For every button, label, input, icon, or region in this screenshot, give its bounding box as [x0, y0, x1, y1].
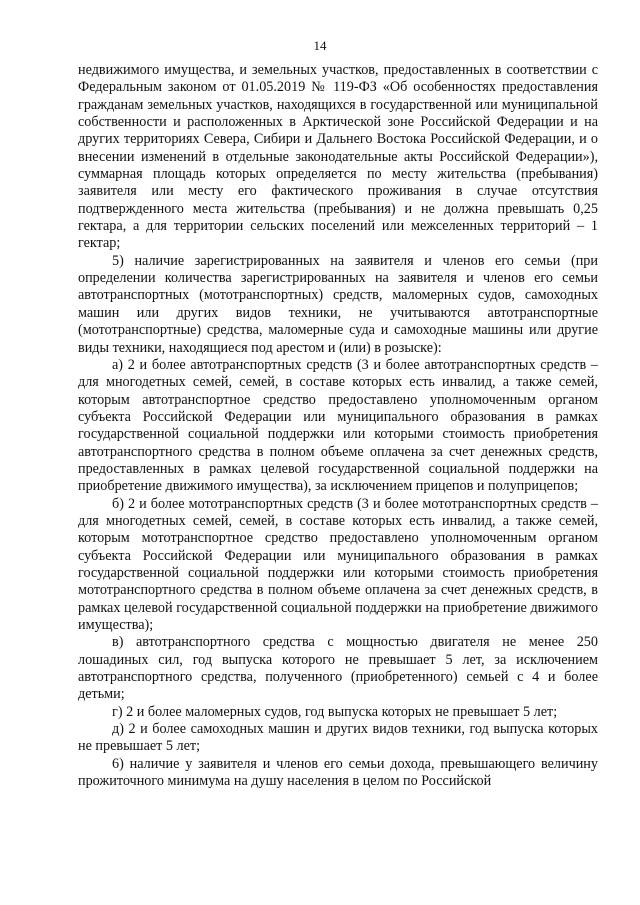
paragraph-subitem-v: в) автотранспортного средства с мощностью двигателя не менее 250 лошадиных сил, год выпуска которого не превышает 5 лет, за исключением автотранспортного средства, полученного (приобретенного) семьей с 4 и более детьми;: [78, 634, 598, 703]
page-number: 14: [313, 38, 327, 53]
paragraph-item-6: 6) наличие у заявителя и членов его семьи дохода, превышающего величину прожиточного минимума на душу населения в целом по Российской: [78, 755, 598, 790]
paragraph-subitem-d: д) 2 и более самоходных машин и других видов техники, год выпуска которых не превышает 5 лет;: [78, 721, 598, 755]
document-body: [78, 62, 598, 790]
paragraph-subitem-g: г) 2 и более маломерных судов, год выпуска которых не превышает 5 лет;: [112, 703, 558, 720]
paragraph-continuation: недвижимого имущества, и земельных участков, предоставленных в соответствии с Федеральным законом от 01.05.2019 № 119-ФЗ «Об особенностях предоставления гражданам земельных участков, находящихся в государственной или муниципальной собственности и расположенных в Арктической зоне Российской Федерации и на других территориях Севера, Сибири и Дальнего Востока Российской Федерации, и о внесении изменений в отдельные законодательные акты Российской Федерации»), суммарная площадь которых определяется по месту жительства (пребывания) заявителя или месту его фактического проживания в случае отсутствия подтвержденного места жительства (пребывания) и не должна превышать 0,25 гектара, а для территории сельских поселений или межселенных территорий – 1 гектар;: [78, 62, 598, 252]
paragraph-subitem-b: б) 2 и более мототранспортных средств (3 и более мототранспортных средств – для многодетных семей, семей, в составе которых есть инвалид, а также семей, которым мототранспортное средство предоставлено уполномоченным органом субъекта Российской Федерации или муниципального образования в рамках государственной социальной поддержки или которыми стоимость приобретения мототранспортного средства в полном объеме оплачена за счет денежных средств, в рамках целевой государственной социальной поддержки на приобретение движимого имущества);: [78, 495, 598, 633]
paragraph-subitem-a: а) 2 и более автотранспортных средств (3 и более автотранспортных средств – для многодетных семей, семей, в составе которых есть инвалид, а также семей, которым автотранспортное средство предоставлено уполномоченным органом субъекта Российской Федерации или муниципального образования в рамках государственной социальной поддержки или которыми стоимость приобретения автотранспортного средства в полном объеме оплачена за счет денежных средств, предоставленных в рамках целевой государственной социальной поддержки на приобретение движимого имущества), за исключением прицепов и полуприцепов;: [78, 356, 598, 495]
paragraph-item-5: 5) наличие зарегистрированных на заявителя и членов его семьи (при определении количества зарегистрированных на заявителя и членов его семьи автотранспортных (мототранспортных) средств, маломерных судов, самоходных машин или других видов техники, не учитываются автотранспортные (мототранспортные) средства, маломерные суда и самоходные машины или другие виды техники, находящиеся под арестом и (или) в розыске):: [78, 252, 598, 356]
